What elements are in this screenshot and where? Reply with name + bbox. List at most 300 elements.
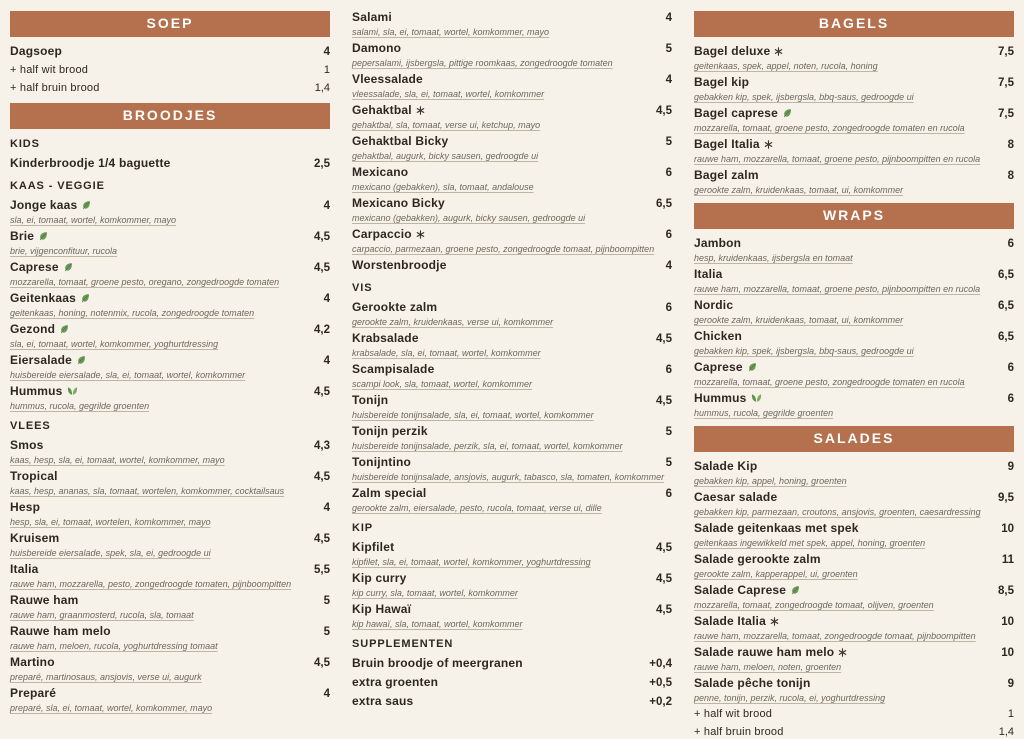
item-name: Bagel zalm bbox=[694, 168, 759, 182]
item-name: Gehaktbal bbox=[352, 104, 433, 117]
item-name: Salami bbox=[352, 10, 392, 24]
item-price: 4,5 bbox=[656, 105, 672, 117]
menu-item bbox=[10, 323, 330, 349]
menu-item-row bbox=[694, 392, 1014, 406]
item-description: huisbereide eiersalade, sla, ei, tomaat, wortel, komkommer bbox=[10, 370, 246, 380]
menu-item bbox=[694, 268, 1014, 294]
menu-item bbox=[352, 456, 672, 482]
item-price: 8 bbox=[1007, 139, 1014, 151]
item-price: 4 bbox=[323, 293, 330, 305]
menu-item bbox=[352, 228, 672, 254]
menu-item-row bbox=[10, 64, 330, 77]
veggie-leaf-icon bbox=[790, 585, 800, 595]
item-description: preparé, martinosaus, ansjovis, verse ui, augurk bbox=[10, 672, 202, 682]
item-name: + half wit brood bbox=[10, 64, 89, 76]
menu-item-row bbox=[10, 199, 330, 213]
item-price: 5 bbox=[323, 626, 330, 638]
item-price: 6 bbox=[665, 167, 672, 179]
item-price: 5 bbox=[323, 595, 330, 607]
subsection-heading-vis: VIS bbox=[352, 282, 373, 294]
item-description: kip hawaï, sla, tomaat, wortel, komkommer bbox=[352, 619, 523, 629]
item-name: Rauwe ham melo bbox=[10, 624, 111, 638]
menu-item-row bbox=[352, 541, 672, 555]
section-banner-salades: SALADES bbox=[694, 426, 1014, 452]
item-description: gerookte zalm, kruidenkaas, verse ui, komkommer bbox=[352, 317, 554, 327]
menu-item-row bbox=[694, 237, 1014, 251]
menu-item bbox=[10, 656, 330, 682]
item-name: Smos bbox=[10, 438, 44, 452]
item-name: Damono bbox=[352, 41, 402, 55]
subsection-heading-supplementen: SUPPLEMENTEN bbox=[352, 638, 454, 650]
item-name: + half bruin brood bbox=[694, 726, 784, 738]
menu-item-row bbox=[10, 323, 330, 337]
item-description: brie, vijgenconfituur, rucola bbox=[10, 246, 118, 256]
item-name: Rauwe ham bbox=[10, 593, 79, 607]
menu-item-row bbox=[352, 332, 672, 346]
menu-item-row bbox=[352, 487, 672, 501]
menu-item bbox=[10, 45, 330, 59]
item-description: gerookte zalm, eiersalade, pesto, rucola, tomaat, verse ui, dille bbox=[352, 503, 602, 513]
item-name: Kipfilet bbox=[352, 540, 395, 554]
item-name: Gezond bbox=[10, 323, 77, 336]
item-price: 5,5 bbox=[314, 564, 330, 576]
menu-item-row bbox=[694, 268, 1014, 282]
item-description: mozzarella, tomaat, groene pesto, zongedroogde tomaten en rucola bbox=[694, 377, 965, 387]
item-name: Caprese bbox=[694, 361, 765, 374]
menu-item-row bbox=[10, 687, 330, 701]
menu-item-row bbox=[694, 45, 1014, 59]
menu-item bbox=[352, 394, 672, 420]
menu-column-left bbox=[10, 11, 330, 713]
item-price: 6,5 bbox=[656, 198, 672, 210]
menu-item-row bbox=[352, 11, 672, 25]
menu-item bbox=[10, 625, 330, 651]
item-description: pepersalami, ijsbergsla, pittige roomkaas, zongedroogde tomaten bbox=[352, 58, 613, 68]
menu-item-row bbox=[352, 166, 672, 180]
item-name: Hesp bbox=[10, 500, 41, 514]
specialty-badge-icon bbox=[416, 106, 425, 115]
menu-item-row bbox=[694, 726, 1014, 739]
menu-item bbox=[694, 361, 1014, 387]
item-name: Hummus bbox=[10, 385, 86, 398]
item-price: 4,5 bbox=[656, 573, 672, 585]
menu-item-row bbox=[694, 299, 1014, 313]
menu-item bbox=[352, 363, 672, 389]
item-description: gebakken kip, parmezaan, croutons, ansjovis, groenten, caesardressing bbox=[694, 507, 981, 517]
item-price: 5 bbox=[665, 457, 672, 469]
item-name: Scampisalade bbox=[352, 362, 435, 376]
item-price: 2,5 bbox=[314, 158, 330, 170]
menu-item bbox=[352, 301, 672, 327]
item-name: Chicken bbox=[694, 329, 743, 343]
menu-item-row bbox=[694, 646, 1014, 660]
item-name: Brie bbox=[10, 230, 56, 243]
menu-item-row bbox=[10, 656, 330, 670]
menu-item-row bbox=[10, 354, 330, 368]
item-name: Salade rauwe ham melo bbox=[694, 646, 855, 659]
item-price: 6,5 bbox=[998, 300, 1014, 312]
item-name: Carpaccio bbox=[352, 228, 433, 241]
menu-item bbox=[10, 385, 330, 411]
menu-item-row bbox=[352, 394, 672, 408]
menu-item bbox=[694, 646, 1014, 672]
item-price: 1 bbox=[323, 64, 330, 76]
item-description: mexicano (gebakken), augurk, bicky sausen, gedroogde ui bbox=[352, 213, 586, 223]
menu-item-row bbox=[694, 584, 1014, 598]
menu-item bbox=[352, 73, 672, 99]
item-description: mexicano (gebakken), sla, tomaat, andalouse bbox=[352, 182, 534, 192]
item-description: huisbereide tonijnsalade, ansjovis, augurk, tabasco, sla, tomaten, komkommer bbox=[352, 472, 665, 482]
item-price: 4,2 bbox=[314, 324, 330, 336]
item-price: 4,5 bbox=[314, 657, 330, 669]
veggie-leaf-icon bbox=[63, 262, 73, 272]
item-price: 4 bbox=[665, 74, 672, 86]
item-price: 4,5 bbox=[656, 395, 672, 407]
menu-item bbox=[352, 332, 672, 358]
menu-item-row bbox=[10, 385, 330, 399]
item-name: Preparé bbox=[10, 686, 57, 700]
item-description: kipfilet, sla, ei, tomaat, wortel, komkommer, yoghurtdressing bbox=[352, 557, 591, 567]
item-name: extra saus bbox=[352, 694, 414, 708]
item-description: rauwe ham, meloen, noten, groenten bbox=[694, 662, 842, 672]
menu-item bbox=[694, 726, 1014, 739]
subsection-heading-kids: KIDS bbox=[10, 138, 40, 150]
menu-item bbox=[694, 522, 1014, 548]
menu-item-row bbox=[694, 677, 1014, 691]
item-name: Jonge kaas bbox=[10, 199, 99, 212]
item-price: 4 bbox=[665, 260, 672, 272]
item-description: gerookte zalm, kapperappel, ui, groenten bbox=[694, 569, 858, 579]
item-description: rauwe ham, mozzarella, tomaat, groene pesto, pijnboompitten en rucola bbox=[694, 284, 981, 294]
item-price: 4,5 bbox=[656, 542, 672, 554]
item-name: Italia bbox=[10, 562, 39, 576]
item-name: Vleessalade bbox=[352, 72, 423, 86]
item-price: 4,5 bbox=[314, 262, 330, 274]
item-description: hummus, rucola, gegrilde groenten bbox=[10, 401, 150, 411]
veggie-leaf-icon bbox=[80, 293, 90, 303]
item-name: Tonijntino bbox=[352, 455, 412, 469]
item-name: Nordic bbox=[694, 298, 734, 312]
menu-item bbox=[10, 292, 330, 318]
item-price: 6 bbox=[1007, 393, 1014, 405]
menu-item-row bbox=[10, 563, 330, 577]
menu-item-row bbox=[10, 625, 330, 639]
item-name: Tonijn perzik bbox=[352, 424, 428, 438]
item-name: + half wit brood bbox=[694, 708, 773, 720]
menu-item bbox=[352, 104, 672, 130]
menu-item-row bbox=[694, 169, 1014, 183]
item-description: scampi look, sla, tomaat, wortel, komkommer bbox=[352, 379, 533, 389]
item-price: 6,5 bbox=[998, 269, 1014, 281]
menu-item bbox=[352, 11, 672, 37]
menu-item bbox=[352, 657, 672, 671]
item-name: Italia bbox=[694, 267, 723, 281]
menu-item-row bbox=[10, 82, 330, 95]
subsection-heading-vlees: VLEES bbox=[10, 420, 51, 432]
menu-item-row bbox=[352, 73, 672, 87]
menu-item-row bbox=[352, 425, 672, 439]
item-description: sla, ei, tomaat, wortel, komkommer, yoghurtdressing bbox=[10, 339, 219, 349]
item-description: hesp, sla, ei, tomaat, wortelen, komkommer, mayo bbox=[10, 517, 211, 527]
item-price: 4,5 bbox=[314, 471, 330, 483]
menu-item-row bbox=[694, 107, 1014, 121]
item-description: vleessalade, sla, ei, tomaat, wortel, komkommer bbox=[352, 89, 545, 99]
menu-item-row bbox=[10, 470, 330, 484]
item-name: Kinderbroodje 1/4 baguette bbox=[10, 156, 171, 170]
menu-item-row bbox=[694, 708, 1014, 721]
item-price: 5 bbox=[665, 43, 672, 55]
menu-item bbox=[352, 135, 672, 161]
item-description: geitenkaas, spek, appel, noten, rucola, honing bbox=[694, 61, 878, 71]
menu-item-row bbox=[352, 104, 672, 118]
menu-item bbox=[352, 487, 672, 513]
item-name: Martino bbox=[10, 655, 55, 669]
menu-item bbox=[10, 501, 330, 527]
specialty-badge-icon bbox=[774, 47, 783, 56]
menu-column-middle bbox=[352, 11, 672, 713]
item-price: 7,5 bbox=[998, 46, 1014, 58]
item-description: sla, ei, tomaat, wortel, komkommer, mayo bbox=[10, 215, 177, 225]
menu-item bbox=[352, 676, 672, 690]
item-name: Kip Hawaï bbox=[352, 602, 412, 616]
menu-item bbox=[10, 563, 330, 589]
item-price: 6,5 bbox=[998, 331, 1014, 343]
item-description: rauwe ham, graanmosterd, rucola, sla, tomaat bbox=[10, 610, 194, 620]
item-price: 8 bbox=[1007, 170, 1014, 182]
item-description: preparé, sla, ei, tomaat, wortel, komkommer, mayo bbox=[10, 703, 213, 713]
item-name: Bruin broodje of meergranen bbox=[352, 656, 523, 670]
veggie-leaf-icon bbox=[747, 362, 757, 372]
item-name: Hummus bbox=[694, 392, 770, 405]
item-price: 5 bbox=[665, 426, 672, 438]
menu-item bbox=[10, 439, 330, 465]
item-name: Gerookte zalm bbox=[352, 300, 438, 314]
menu-item-row bbox=[10, 292, 330, 306]
item-price: 1,4 bbox=[314, 82, 330, 94]
menu-item bbox=[10, 354, 330, 380]
menu-item bbox=[694, 615, 1014, 641]
item-price: 10 bbox=[1001, 647, 1014, 659]
section-banner-bagels: BAGELS bbox=[694, 11, 1014, 37]
menu-item-row bbox=[352, 676, 672, 690]
item-name: Salade gerookte zalm bbox=[694, 552, 821, 566]
item-name: Salade Italia bbox=[694, 615, 787, 628]
item-name: Zalm special bbox=[352, 486, 427, 500]
item-name: Gehaktbal Bicky bbox=[352, 134, 449, 148]
item-description: salami, sla, ei, tomaat, wortel, komkommer, mayo bbox=[352, 27, 550, 37]
item-description: mozzarella, tomaat, groene pesto, zongedroogde tomaten en rucola bbox=[694, 123, 965, 133]
vegan-leaf-icon bbox=[67, 386, 78, 396]
menu-item-row bbox=[352, 363, 672, 377]
item-price: 4,5 bbox=[656, 604, 672, 616]
item-name: Bagel kip bbox=[694, 75, 750, 89]
item-price: 11 bbox=[1001, 554, 1014, 566]
menu-item bbox=[694, 138, 1014, 164]
menu-item bbox=[694, 76, 1014, 102]
item-name: Kruisem bbox=[10, 531, 60, 545]
item-price: 4,5 bbox=[656, 333, 672, 345]
menu-item bbox=[10, 261, 330, 287]
menu-item bbox=[352, 603, 672, 629]
menu-item-row bbox=[10, 439, 330, 453]
menu-item-row bbox=[694, 553, 1014, 567]
subsection-heading-kaas-veggie: KAAS - VEGGIE bbox=[10, 180, 105, 192]
item-price: 4,5 bbox=[314, 386, 330, 398]
item-price: 7,5 bbox=[998, 77, 1014, 89]
item-description: huisbereide tonijnsalade, sla, ei, tomaat, wortel, komkommer bbox=[352, 410, 594, 420]
item-name: Bagel deluxe bbox=[694, 45, 791, 58]
section-banner-broodjes: BROODJES bbox=[10, 103, 330, 129]
item-name: Krabsalade bbox=[352, 331, 419, 345]
item-price: 4 bbox=[323, 46, 330, 58]
menu-item bbox=[10, 82, 330, 95]
menu-column-right bbox=[694, 11, 1014, 738]
item-price: +0,2 bbox=[649, 696, 672, 708]
item-price: 5 bbox=[665, 136, 672, 148]
item-name: Salade Kip bbox=[694, 459, 758, 473]
item-name: Eiersalade bbox=[10, 354, 94, 367]
item-name: Mexicano Bicky bbox=[352, 196, 445, 210]
item-price: 4,5 bbox=[314, 231, 330, 243]
item-description: krabsalade, sla, ei, tomaat, wortel, komkommer bbox=[352, 348, 541, 358]
item-description: geitenkaas, honing, notenmix, rucola, zongedroogde tomaten bbox=[10, 308, 255, 318]
item-description: mozzarella, tomaat, zongedroogde tomaat, olijven, groenten bbox=[694, 600, 934, 610]
menu-item bbox=[352, 42, 672, 68]
item-description: kaas, hesp, ananas, sla, tomaat, wortelen, komkommer, cocktailsaus bbox=[10, 486, 285, 496]
menu-item-row bbox=[694, 138, 1014, 152]
item-price: 4 bbox=[323, 688, 330, 700]
item-name: Bagel caprese bbox=[694, 107, 800, 120]
item-price: 4 bbox=[323, 355, 330, 367]
item-description: rauwe ham, mozzarella, tomaat, zongedroogde tomaat, pijnboompitten bbox=[694, 631, 976, 641]
item-name: Salade geitenkaas met spek bbox=[694, 521, 859, 535]
item-price: 6 bbox=[1007, 362, 1014, 374]
item-description: carpaccio, parmezaan, groene pesto, zongedroogde tomaat, pijnboompitten bbox=[352, 244, 655, 254]
item-price: 10 bbox=[1001, 523, 1014, 535]
item-description: mozzarella, tomaat, groene pesto, oregano, zongedroogde tomaten bbox=[10, 277, 280, 287]
menu-item bbox=[352, 166, 672, 192]
menu-item bbox=[352, 259, 672, 273]
item-description: rauwe ham, meloen, rucola, yoghurtdressing tomaat bbox=[10, 641, 218, 651]
item-description: gebakken kip, spek, ijsbergsla, bbq-saus, gedroogde ui bbox=[694, 346, 914, 356]
menu-item bbox=[352, 695, 672, 709]
item-price: +0,5 bbox=[649, 677, 672, 689]
subsection-heading-kip: KIP bbox=[352, 522, 374, 534]
menu-item-row bbox=[694, 615, 1014, 629]
menu-item bbox=[10, 594, 330, 620]
item-description: hummus, rucola, gegrilde groenten bbox=[694, 408, 834, 418]
item-description: gehaktbal, sla, tomaat, verse ui, ketchup, mayo bbox=[352, 120, 541, 130]
item-price: 8,5 bbox=[998, 585, 1014, 597]
menu-item-row bbox=[352, 657, 672, 671]
menu-item-row bbox=[352, 456, 672, 470]
menu-item bbox=[694, 169, 1014, 195]
item-description: gerookte zalm, kruidenkaas, tomaat, ui, komkommer bbox=[694, 315, 904, 325]
menu-item-row bbox=[10, 594, 330, 608]
item-name: Caprese bbox=[10, 261, 81, 274]
item-price: 4,3 bbox=[314, 440, 330, 452]
menu-item bbox=[352, 425, 672, 451]
veggie-leaf-icon bbox=[76, 355, 86, 365]
item-name: Worstenbroodje bbox=[352, 258, 447, 272]
menu-item-row bbox=[10, 532, 330, 546]
item-price: 4 bbox=[665, 12, 672, 24]
menu-item bbox=[10, 157, 330, 171]
menu-item bbox=[10, 687, 330, 713]
item-price: 4 bbox=[323, 502, 330, 514]
veggie-leaf-icon bbox=[782, 108, 792, 118]
item-name: Jambon bbox=[694, 236, 742, 250]
menu-item bbox=[694, 330, 1014, 356]
item-description: gebakken kip, appel, honing, groenten bbox=[694, 476, 847, 486]
item-description: kip curry, sla, tomaat, wortel, komkommer bbox=[352, 588, 518, 598]
menu-item bbox=[694, 299, 1014, 325]
item-description: penne, tonijn, perzik, rucola, ei, yoghurtdressing bbox=[694, 693, 886, 703]
item-name: Tonijn bbox=[352, 393, 389, 407]
item-description: gerookte zalm, kruidenkaas, tomaat, ui, komkommer bbox=[694, 185, 904, 195]
veggie-leaf-icon bbox=[81, 200, 91, 210]
specialty-badge-icon bbox=[838, 648, 847, 657]
item-price: 9 bbox=[1007, 461, 1014, 473]
menu-item-row bbox=[352, 42, 672, 56]
section-banner-soep: SOEP bbox=[10, 11, 330, 37]
menu-item-row bbox=[352, 259, 672, 273]
menu-item-row bbox=[694, 76, 1014, 90]
item-name: Mexicano bbox=[352, 165, 409, 179]
item-price: 9 bbox=[1007, 678, 1014, 690]
menu-item-row bbox=[694, 491, 1014, 505]
item-price: 6 bbox=[1007, 238, 1014, 250]
item-price: 7,5 bbox=[998, 108, 1014, 120]
veggie-leaf-icon bbox=[38, 231, 48, 241]
item-name: Bagel Italia bbox=[694, 138, 781, 151]
menu-item bbox=[10, 230, 330, 256]
item-name: Salade Caprese bbox=[694, 584, 808, 597]
item-description: kaas, hesp, sla, ei, tomaat, wortel, komkommer, mayo bbox=[10, 455, 225, 465]
menu-item-row bbox=[352, 695, 672, 709]
item-price: 9,5 bbox=[998, 492, 1014, 504]
menu-item bbox=[694, 237, 1014, 263]
item-name: Kip curry bbox=[352, 571, 407, 585]
item-price: 10 bbox=[1001, 616, 1014, 628]
menu-item-row bbox=[694, 330, 1014, 344]
item-name: Tropical bbox=[10, 469, 58, 483]
menu-item-row bbox=[694, 522, 1014, 536]
menu-item-row bbox=[10, 45, 330, 59]
item-name: + half bruin brood bbox=[10, 82, 100, 94]
item-name: extra groenten bbox=[352, 675, 439, 689]
menu-item bbox=[352, 541, 672, 567]
menu-item-row bbox=[10, 230, 330, 244]
menu-item bbox=[694, 677, 1014, 703]
menu-item-row bbox=[10, 261, 330, 275]
menu-item bbox=[352, 197, 672, 223]
item-name: Dagsoep bbox=[10, 44, 63, 58]
item-price: 6 bbox=[665, 364, 672, 376]
menu-item bbox=[694, 460, 1014, 486]
item-price: 1 bbox=[1007, 708, 1014, 720]
item-name: Geitenkaas bbox=[10, 292, 98, 305]
item-price: 6 bbox=[665, 229, 672, 241]
menu-item bbox=[694, 392, 1014, 418]
item-price: 6 bbox=[665, 302, 672, 314]
menu-item-row bbox=[694, 361, 1014, 375]
menu-item-row bbox=[352, 572, 672, 586]
vegan-leaf-icon bbox=[751, 393, 762, 403]
menu-item bbox=[10, 532, 330, 558]
item-price: 1,4 bbox=[998, 726, 1014, 738]
item-description: huisbereide tonijnsalade, perzik, sla, ei, tomaat, wortel, komkommer bbox=[352, 441, 623, 451]
